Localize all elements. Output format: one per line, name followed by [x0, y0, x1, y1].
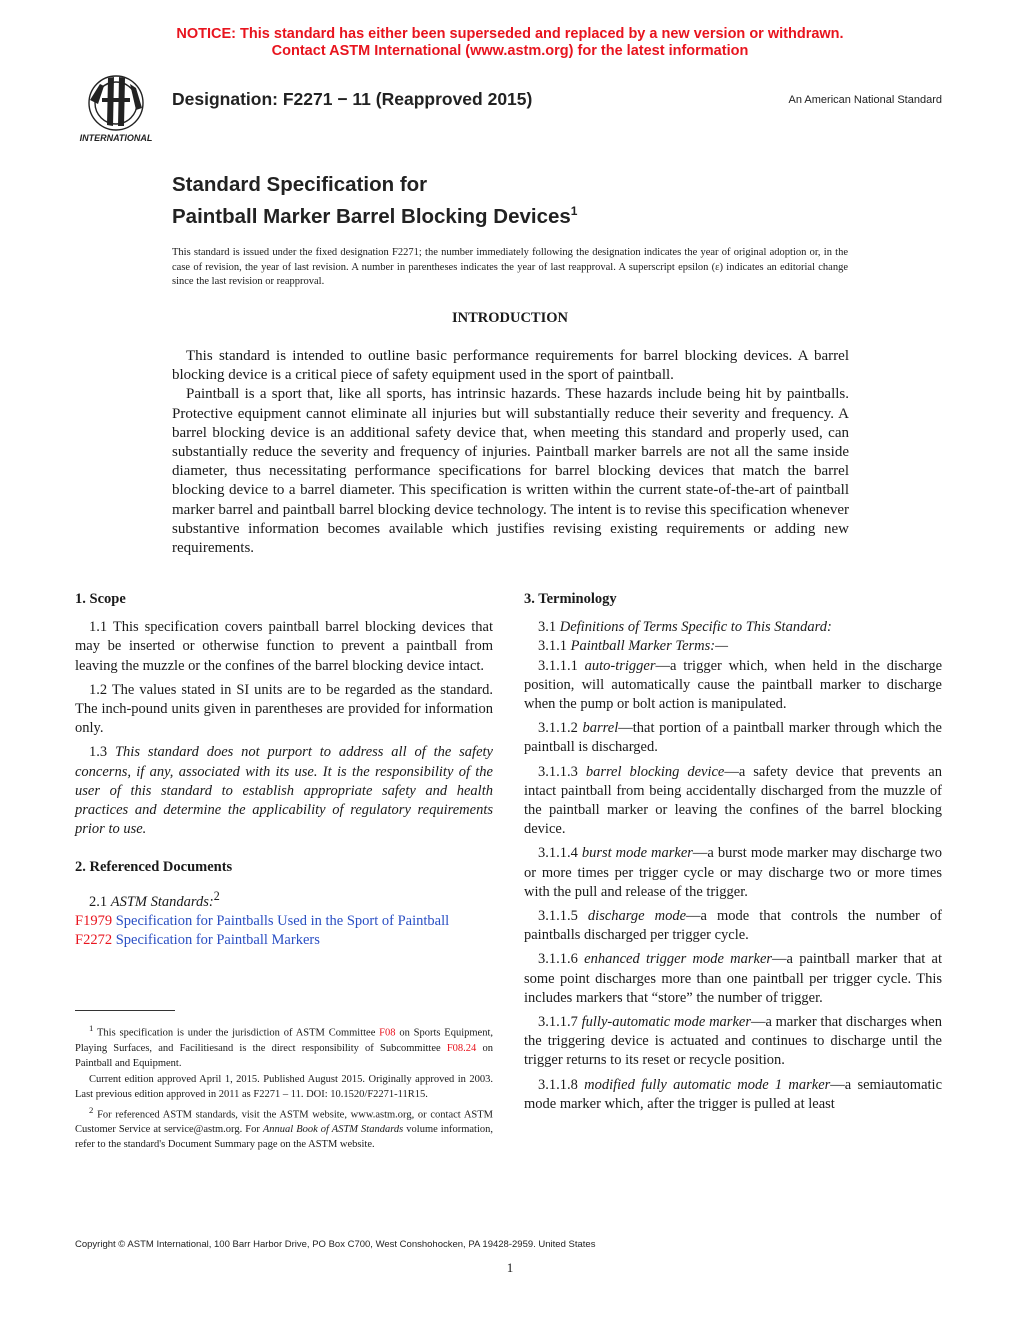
- section-3-1: [524, 618, 942, 637]
- term-name: fully-automatic mode marker: [581, 1014, 751, 1031]
- logo-caption: INTERNATIONAL: [79, 133, 153, 143]
- issued-note: This standard is issued under the fixed designation F2271; the number immediately following the designation indicates the year of original adoption or, in the case of revision, the year of last revision. A number in parentheses indicates the year of last reapproval. A superscript epsilon (ε) indicates an editorial change since the last revision or reapproval.: [172, 247, 848, 287]
- term-definition: —that portion of a paintball marker through which the paintball is discharged.: [524, 720, 942, 756]
- section-3-1-number: 3.1: [538, 619, 557, 636]
- footnote-1: [75, 1021, 493, 1071]
- astm-logo: [72, 74, 162, 144]
- term-definition: —a mode that controls the number of paintballs discharged per trigger cycle.: [524, 908, 942, 944]
- designation: Designation: F2271 − 11 (Reapproved 2015): [172, 89, 533, 109]
- section-1-2: 1.2 The values stated in SI units are to be regarded as the standard. The inch-pound units given in parentheses are provided for information only.: [75, 681, 493, 737]
- section-3-1-text: Definitions of Terms Specific to This Standard:: [559, 619, 832, 636]
- footnote-1-link-f08[interactable]: F08: [379, 1027, 396, 1039]
- footnote-2-mark: 2: [89, 1104, 94, 1115]
- footnote-2-text-b: volume information, refer to the standard's Document Summary page on the ASTM website.: [75, 1124, 493, 1150]
- term-number: 3.1.1.1: [538, 657, 578, 674]
- section-3-1-1: [524, 637, 942, 656]
- footnote-1-text-b: on Sports Equipment, Playing Surfaces, and Facilitiesand is the direct responsibility of Subcommittee: [75, 1027, 493, 1054]
- term-auto-trigger: [524, 657, 942, 715]
- footnote-2-text-a: For referenced ASTM standards, visit the ASTM website, www.astm.org, or contact ASTM Customer Service at service@astm.org. For: [75, 1109, 493, 1135]
- section-1-3-text: This standard does not purport to address all of the safety concerns, if any, associated with its use. It is the responsibility of the user of this standard to establish appropriate safety and health practices and determine the applicability of regulatory requirements prior to use.: [75, 744, 493, 838]
- footnote-divider: [75, 1010, 175, 1011]
- footnote-2-italic: Annual Book of ASTM Standards: [262, 1124, 404, 1135]
- term-number: 3.1.1.2: [538, 720, 578, 737]
- section-2-1: [75, 887, 493, 912]
- copyright-line: Copyright © ASTM International, 100 Barr Harbor Drive, PO Box C700, West Conshohocken, PA 19428-2959. United States: [75, 1239, 596, 1250]
- term-definition: —a burst mode marker may discharge two or more times per trigger cycle or may discharge two or more times with the pull and release of the trigger.: [524, 845, 943, 900]
- reference-code-f2272[interactable]: F2272: [75, 931, 113, 948]
- term-number: 3.1.1.4: [538, 845, 578, 862]
- document-title: [172, 172, 577, 230]
- introduction-para-2: Paintball is a sport that, like all sports, has intrinsic hazards. These hazards include being hit by paintballs. Protective equipment cannot eliminate all injuries but will substantially reduce their severity and frequency. A barrel blocking device is an additional safety device that, when meeting this standard and properly used, can substantially reduce the severity and frequency of injuries. Paintball marker barrels are not all the same inside diameter, thus necessitating performance specifications for barrel blocking devices that match the barrel blocking device to a barrel diameter. This specification is written within the current state-of-the-art of paintball marker barrel and paintball barrel blocking device technology. The intent is to revise this specification whenever substantive information becomes available which justifies revising existing requirements or adding new requirements.: [172, 386, 849, 557]
- term-definition: —a marker that discharges when the triggering device is actuated and continues to discharge until the trigger returns to its reset or recycle position.: [524, 1014, 942, 1069]
- term-definition: —a paintball marker that at some point discharges more than one paintball per trigger cycle. This includes markers that “store” the number of trigger.: [524, 951, 943, 1006]
- term-name: modified fully automatic mode 1 marker: [584, 1076, 831, 1093]
- right-column: [524, 590, 942, 1119]
- title-footnote-mark: 1: [570, 204, 578, 218]
- term-number: 3.1.1.7: [538, 1014, 578, 1031]
- term-burst-mode-marker: [524, 844, 942, 902]
- term-number: 3.1.1.6: [538, 951, 578, 968]
- term-name: enhanced trigger mode marker: [584, 951, 773, 968]
- term-modified-fully-automatic-mode-1-marker: [524, 1076, 942, 1114]
- term-enhanced-trigger-mode-marker: [524, 950, 942, 1008]
- title-line-1: Standard Specification for: [172, 173, 428, 196]
- term-fully-automatic-mode-marker: [524, 1013, 942, 1071]
- term-definition: —a trigger which, when held in the discharge position, will automatically cause the paintball marker to discharge when the pump or bolt action is manipulated.: [524, 657, 943, 713]
- footnotes: [75, 1021, 493, 1153]
- section-1-3: [75, 743, 493, 839]
- reference-code-f1979[interactable]: F1979: [75, 912, 113, 929]
- section-1-1: 1.1 This specification covers paintball barrel blocking devices that may be inserted or otherwise function to prevent a paintball from leaving the muzzle or the confines of the barrel blocking device intact.: [75, 619, 493, 674]
- section-3-1-1-number: 3.1.1: [538, 638, 567, 655]
- title-line-2-text: Paintball Marker Barrel Blocking Devices: [172, 204, 571, 228]
- terminology-heading: 3. Terminology: [524, 591, 617, 607]
- term-name: barrel blocking device: [585, 763, 725, 780]
- term-discharge-mode: [524, 907, 942, 945]
- section-2-1-text: ASTM Standards:: [110, 893, 214, 910]
- introduction-heading: INTRODUCTION: [451, 310, 568, 326]
- term-number: 3.1.1.8: [538, 1076, 578, 1093]
- reference-f1979[interactable]: [75, 912, 493, 931]
- term-name: burst mode marker: [581, 845, 693, 862]
- footnote-1-mark: 1: [89, 1023, 94, 1033]
- reference-f2272[interactable]: [75, 931, 493, 950]
- footnote-1-text-c: on Paintball and Equipment.: [75, 1042, 493, 1069]
- section-3-1-1-text: Paintball Marker Terms:—: [570, 638, 728, 655]
- reference-link-f2272[interactable]: Specification for Paintball Markers: [115, 931, 320, 948]
- term-name: discharge mode: [587, 908, 687, 925]
- introduction-body: [172, 347, 849, 558]
- term-definition: —a safety device that prevents an intact paintball from being accidentally discharged from the muzzle of the paintball marker or leaving the confines of the barrel blocking device.: [524, 763, 942, 838]
- term-definition: —a semiautomatic mode marker which, after the trigger is pulled at least: [524, 1076, 942, 1112]
- referenced-documents-heading: 2. Referenced Documents: [75, 859, 233, 876]
- section-2-1-footnote-mark: 2: [213, 888, 220, 903]
- page-number: 1: [506, 1260, 514, 1275]
- term-barrel-blocking-device: [524, 763, 942, 840]
- scope-heading: 1. Scope: [75, 591, 126, 607]
- term-number: 3.1.1.3: [538, 763, 578, 780]
- term-name: auto-trigger: [584, 657, 656, 674]
- notice-line-1: NOTICE: This standard has either been superseded and replaced by a new version or withdrawn.: [176, 26, 844, 42]
- footnote-2: [75, 1103, 493, 1153]
- reference-link-f1979[interactable]: Specification for Paintballs Used in the Sport of Paintball: [115, 912, 450, 929]
- national-standard-label: An American National Standard: [788, 94, 942, 106]
- section-2-1-number: 2.1: [89, 893, 108, 910]
- notice-line-2: Contact ASTM International (www.astm.org) for the latest information: [271, 43, 749, 59]
- term-number: 3.1.1.5: [538, 908, 578, 925]
- footnote-1-approval: Current edition approved April 1, 2015. Published August 2015. Originally approved in 2003. Last previous edition approved in 2011 as F2271 – 11. DOI: 10.1520/F2271-11R15.: [75, 1073, 493, 1100]
- introduction-para-1: This standard is intended to outline basic performance requirements for barrel blocking devices. A barrel blocking device is a critical piece of safety equipment used in the sport of paintball.: [172, 348, 849, 384]
- left-column: [75, 590, 493, 950]
- footnote-1-text-a: This specification is under the jurisdiction of ASTM Committee: [97, 1027, 376, 1039]
- footnote-1-link-f08-24[interactable]: F08.24: [446, 1042, 477, 1054]
- section-1-3-number: 1.3: [89, 744, 108, 761]
- title-line-2: [172, 198, 577, 230]
- term-barrel: [524, 719, 942, 757]
- term-name: barrel: [582, 720, 619, 737]
